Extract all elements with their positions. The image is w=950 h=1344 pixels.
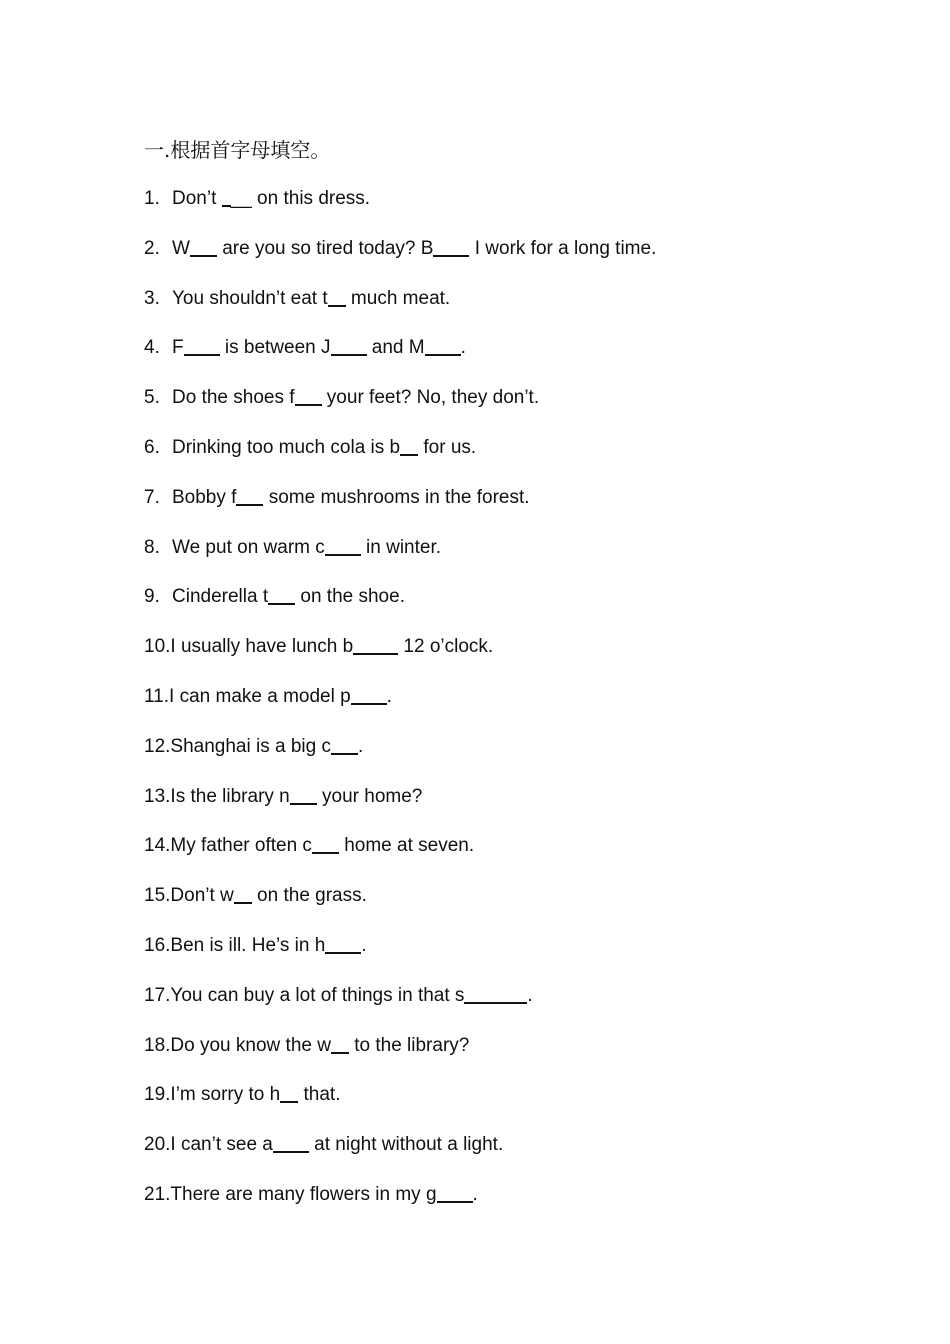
question-text: I’m sorry to h bbox=[170, 1084, 281, 1106]
question-text: is between J bbox=[219, 337, 331, 359]
answer-blank[interactable] bbox=[280, 1082, 298, 1103]
question-text: Drinking too much cola is b bbox=[172, 436, 401, 458]
answer-blank[interactable] bbox=[464, 983, 527, 1004]
question-item bbox=[144, 983, 844, 1033]
answer-blank[interactable] bbox=[295, 385, 322, 406]
question-text: . bbox=[527, 984, 533, 1006]
question-text: I work for a long time. bbox=[469, 237, 657, 259]
question-text: I usually have lunch b bbox=[170, 636, 354, 658]
question-text: __ bbox=[230, 188, 252, 209]
question-number: 19. bbox=[144, 1084, 171, 1106]
question-number: 5. bbox=[144, 387, 160, 409]
question-text: your home? bbox=[316, 785, 423, 807]
question-item bbox=[144, 485, 844, 535]
answer-blank[interactable] bbox=[328, 286, 346, 307]
answer-blank[interactable] bbox=[353, 634, 398, 655]
question-text: Do the shoes f bbox=[172, 387, 295, 409]
question-number: 8. bbox=[144, 536, 160, 558]
answer-blank[interactable] bbox=[400, 435, 418, 456]
answer-blank[interactable] bbox=[331, 734, 358, 755]
question-number: 6. bbox=[144, 436, 160, 458]
question-list bbox=[144, 186, 844, 1232]
question-number: 12. bbox=[144, 735, 171, 757]
question-item bbox=[144, 186, 844, 236]
answer-blank[interactable] bbox=[312, 833, 339, 854]
question-text: I can make a model p bbox=[169, 685, 351, 707]
question-text: for us. bbox=[418, 436, 477, 458]
question-text: much meat. bbox=[345, 287, 451, 309]
question-item bbox=[144, 634, 844, 684]
question-text: Do you know the w bbox=[170, 1034, 331, 1056]
question-text: that. bbox=[298, 1084, 341, 1106]
question-number: 1. bbox=[144, 188, 160, 209]
question-number: 18. bbox=[144, 1034, 171, 1056]
question-text: on the shoe. bbox=[295, 586, 405, 608]
question-text: . bbox=[460, 337, 466, 359]
question-number: 17. bbox=[144, 984, 171, 1006]
question-item bbox=[144, 286, 844, 336]
question-text: on this dress. bbox=[251, 188, 371, 209]
answer-blank[interactable] bbox=[234, 883, 252, 904]
answer-blank[interactable] bbox=[331, 335, 367, 356]
question-item bbox=[144, 435, 844, 485]
answer-blank[interactable] bbox=[222, 186, 231, 207]
question-text: . bbox=[386, 685, 392, 707]
question-item bbox=[144, 933, 844, 983]
question-text: Don’t bbox=[172, 188, 222, 209]
question-number: 4. bbox=[144, 337, 160, 359]
question-item bbox=[144, 784, 844, 834]
question-text: to the library? bbox=[348, 1034, 470, 1056]
question-item bbox=[144, 1082, 844, 1132]
question-text: home at seven. bbox=[338, 835, 475, 857]
answer-blank[interactable] bbox=[331, 1033, 349, 1054]
question-text: Cinderella t bbox=[172, 586, 269, 608]
question-number: 11. bbox=[144, 685, 170, 707]
answer-blank[interactable] bbox=[184, 335, 220, 356]
question-text: on the grass. bbox=[251, 885, 367, 907]
question-text: 12 o’clock. bbox=[398, 636, 494, 658]
question-number: 7. bbox=[144, 486, 160, 508]
question-text: at night without a light. bbox=[308, 1134, 504, 1156]
question-number: 21. bbox=[144, 1183, 171, 1205]
question-item bbox=[144, 385, 844, 435]
question-number: 15. bbox=[144, 885, 171, 907]
question-item bbox=[144, 1033, 844, 1083]
question-item bbox=[144, 833, 844, 883]
question-text: and M bbox=[366, 337, 425, 359]
question-text: Ben is ill. He’s in h bbox=[170, 934, 326, 956]
question-text: F bbox=[172, 337, 184, 359]
question-text: My father often c bbox=[170, 835, 312, 857]
question-text: There are many flowers in my g bbox=[170, 1183, 437, 1205]
question-text: You shouldn’t eat t bbox=[172, 287, 328, 309]
question-item bbox=[144, 734, 844, 784]
question-item bbox=[144, 1182, 844, 1232]
question-text: are you so tired today? B bbox=[216, 237, 434, 259]
question-text: You can buy a lot of things in that s bbox=[170, 984, 465, 1006]
question-text: I can’t see a bbox=[170, 1134, 273, 1156]
question-number: 3. bbox=[144, 287, 160, 309]
question-item bbox=[144, 236, 844, 286]
answer-blank[interactable] bbox=[325, 535, 361, 556]
question-number: 20. bbox=[144, 1134, 171, 1156]
question-text: Is the library n bbox=[170, 785, 290, 807]
answer-blank[interactable] bbox=[325, 933, 361, 954]
question-text: W bbox=[172, 237, 190, 259]
answer-blank[interactable] bbox=[290, 784, 317, 805]
answer-blank[interactable] bbox=[425, 335, 461, 356]
question-number: 14. bbox=[144, 835, 171, 857]
question-number: 2. bbox=[144, 237, 160, 259]
answer-blank[interactable] bbox=[268, 584, 295, 605]
question-number: 9. bbox=[144, 586, 160, 608]
answer-blank[interactable] bbox=[236, 485, 263, 506]
question-item bbox=[144, 1132, 844, 1182]
answer-blank[interactable] bbox=[273, 1132, 309, 1153]
question-text: in winter. bbox=[360, 536, 442, 558]
question-text: . bbox=[361, 934, 367, 956]
question-item bbox=[144, 584, 844, 634]
question-item bbox=[144, 335, 844, 385]
question-item bbox=[144, 535, 844, 585]
answer-blank[interactable] bbox=[433, 236, 469, 257]
answer-blank[interactable] bbox=[190, 236, 217, 257]
question-text: . bbox=[472, 1183, 478, 1205]
question-text: some mushrooms in the forest. bbox=[263, 486, 530, 508]
answer-blank[interactable] bbox=[437, 1182, 473, 1203]
question-item bbox=[144, 684, 844, 734]
question-text: Bobby f bbox=[172, 486, 237, 508]
question-number: 13. bbox=[144, 785, 171, 807]
section-heading: 一.根据首字母填空。 bbox=[144, 138, 331, 162]
question-text: Don’t w bbox=[170, 885, 234, 907]
question-text: We put on warm c bbox=[172, 536, 325, 558]
question-number: 10. bbox=[144, 636, 171, 658]
question-text: Shanghai is a big c bbox=[170, 735, 331, 757]
question-item bbox=[144, 883, 844, 933]
question-number: 16. bbox=[144, 934, 171, 956]
answer-blank[interactable] bbox=[351, 684, 387, 705]
question-text: . bbox=[357, 735, 364, 757]
question-text: your feet? No, they don’t. bbox=[321, 387, 540, 409]
